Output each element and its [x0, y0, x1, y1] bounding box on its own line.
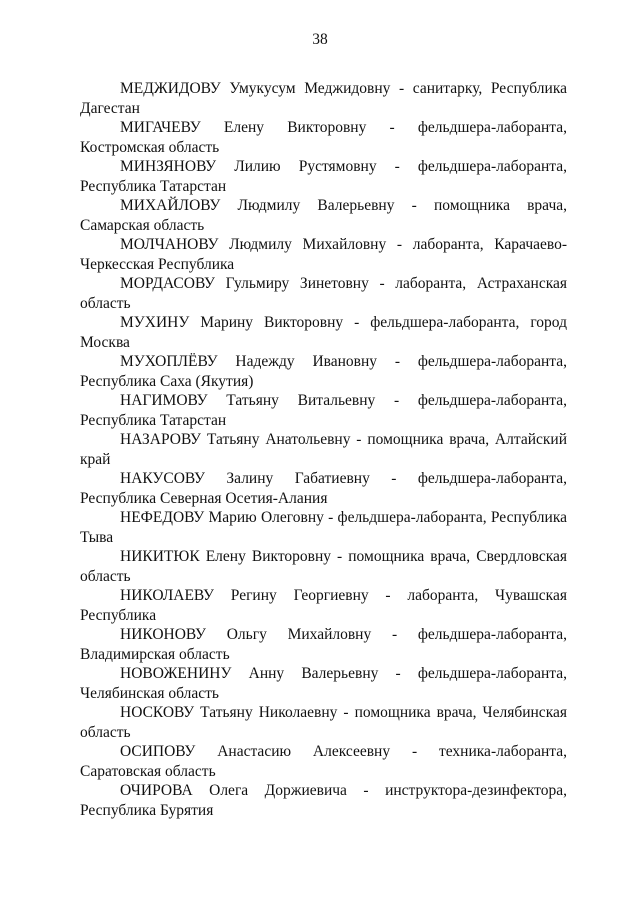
list-entry: ОСИПОВУ Анастасию Алексеевну - техника-лаборанта, Саратовская область — [80, 743, 567, 780]
list-entry: НАКУСОВУ Залину Габатиевну - фельдшера-лаборанта, Республика Северная Осетия-Алания — [80, 470, 567, 507]
list-entry: МОЛЧАНОВУ Людмилу Михайловну - лаборанта, Карачаево-Черкесская Республика — [80, 236, 567, 273]
list-entry: НОСКОВУ Татьяну Николаевну - помощника врача, Челябинская область — [80, 704, 567, 741]
list-entry: МИГАЧЕВУ Елену Викторовну - фельдшера-лаборанта, Костромская область — [80, 119, 567, 156]
list-entry: НИКИТЮК Елену Викторовну - помощника врача, Свердловская область — [80, 548, 567, 585]
list-entry: МОРДАСОВУ Гульмиру Зинетовну - лаборанта, Астраханская область — [80, 275, 567, 312]
list-entry: ОЧИРОВА Олега Доржиевича - инструктора-дезинфектора, Республика Бурятия — [80, 782, 567, 819]
list-entry: НИКОНОВУ Ольгу Михайловну - фельдшера-лаборанта, Владимирская область — [80, 626, 567, 663]
list-entry: МУХИНУ Марину Викторовну - фельдшера-лаборанта, город Москва — [80, 314, 567, 351]
list-entry: МЕДЖИДОВУ Умукусум Меджидовну - санитарку, Республика Дагестан — [80, 80, 567, 117]
list-entry: НИКОЛАЕВУ Регину Георгиевну - лаборанта, Чувашская Республика — [80, 587, 567, 624]
list-entry: НАЗАРОВУ Татьяну Анатольевну - помощника врача, Алтайский край — [80, 431, 567, 468]
list-entry: НЕФЕДОВУ Марию Олеговну - фельдшера-лаборанта, Республика Тыва — [80, 509, 567, 546]
page-number: 38 — [312, 31, 328, 48]
list-entry: НАГИМОВУ Татьяну Витальевну - фельдшера-лаборанта, Республика Татарстан — [80, 392, 567, 429]
list-entry: МУХОПЛЁВУ Надежду Ивановну - фельдшера-лаборанта, Республика Саха (Якутия) — [80, 353, 567, 390]
list-entry: НОВОЖЕНИНУ Анну Валерьевну - фельдшера-лаборанта, Челябинская область — [80, 665, 567, 702]
award-list — [80, 79, 567, 820]
list-entry: МИНЗЯНОВУ Лилию Рустямовну - фельдшера-лаборанта, Республика Татарстан — [80, 158, 567, 195]
list-entry: МИХАЙЛОВУ Людмилу Валерьевну - помощника врача, Самарская область — [80, 197, 567, 234]
